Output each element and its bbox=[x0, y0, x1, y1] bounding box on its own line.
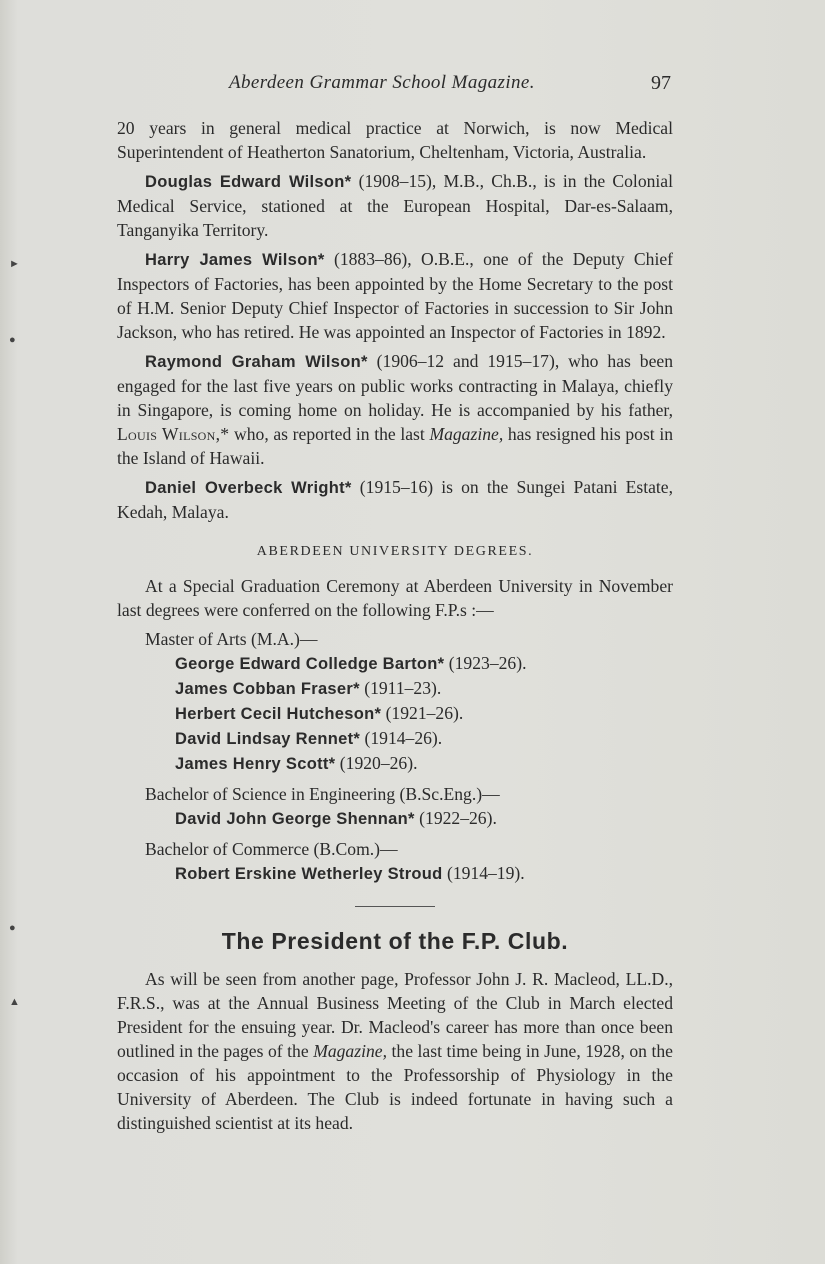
paragraph bbox=[117, 247, 673, 344]
running-head bbox=[117, 72, 673, 98]
graduate-name: Robert Erskine Wetherley Stroud bbox=[175, 865, 443, 883]
graduate bbox=[175, 701, 673, 726]
graduate-years: (1920–26). bbox=[335, 753, 418, 773]
degree-label: Bachelor of Science in Engineering (B.Sc.Eng.)— bbox=[145, 784, 500, 804]
magazine-title: Magazine, bbox=[429, 424, 504, 444]
graduate-name: Herbert Cecil Hutcheson* bbox=[175, 705, 382, 723]
margin-mark: ● bbox=[9, 922, 16, 934]
graduate bbox=[175, 676, 673, 701]
graduate-name: David John George Shennan* bbox=[175, 810, 415, 828]
person-name: Douglas Edward Wilson* bbox=[145, 173, 352, 191]
paragraph bbox=[117, 349, 673, 470]
degrees-intro: At a Special Graduation Ceremony at Aberdeen University in November last degrees were conferred on the following F.P.s :— bbox=[117, 576, 673, 620]
magazine-title: Magazine, bbox=[313, 1041, 387, 1061]
graduate-name: James Henry Scott* bbox=[175, 755, 336, 773]
margin-mark: ▲ bbox=[9, 996, 20, 1008]
margin-mark: ● bbox=[9, 334, 16, 346]
paragraph bbox=[117, 116, 673, 164]
graduate-name: David Lindsay Rennet* bbox=[175, 730, 361, 748]
degree-group bbox=[145, 837, 673, 886]
paragraph bbox=[117, 967, 673, 1135]
paragraph bbox=[117, 169, 673, 242]
paragraph-text: (1906–12 and 1915–17), who has been engaged for the last five years on public works contracting in Malaya, chiefly in Singapore, is coming home on holiday. He is accompanied by his father, bbox=[117, 351, 673, 420]
graduate bbox=[175, 726, 673, 751]
person-name: Raymond Graham Wilson* bbox=[145, 353, 368, 371]
paragraph-text: the last time being in June, 1928, on the occasion of his appointment to the Professorship of Physiology in the University of Aberdeen. The Club is indeed fortunate in having such a distinguished scientist at its head. bbox=[117, 1041, 673, 1133]
graduate-years: (1914–26). bbox=[360, 728, 443, 748]
article-body bbox=[117, 116, 673, 1140]
degree-label: Master of Arts (M.A.)— bbox=[145, 629, 318, 649]
paragraph-text: 20 years in general medical practice at Norwich, is now Medical Superintendent of Heatherton Sanatorium, Cheltenham, Victoria, Australia. bbox=[117, 118, 673, 162]
graduate-years: (1923–26). bbox=[444, 653, 527, 673]
paragraph-text: (1908–15), M.B., Ch.B., is in the Colonial Medical Service, stationed at the European Hospital, Dar-es-Salaam, Tanganyika Territory. bbox=[117, 171, 673, 240]
running-title: Aberdeen Grammar School Magazine. bbox=[229, 72, 535, 93]
person-name-smallcaps: Louis Wilson,* bbox=[117, 424, 230, 444]
graduate-years: (1914–19). bbox=[442, 863, 525, 883]
person-name: Daniel Overbeck Wright* bbox=[145, 479, 352, 497]
graduate-name: James Cobban Fraser* bbox=[175, 680, 360, 698]
graduate bbox=[175, 806, 673, 831]
person-name: Harry James Wilson* bbox=[145, 251, 325, 269]
degree-group bbox=[145, 627, 673, 776]
graduate bbox=[175, 651, 673, 676]
paragraph-text: has resigned his post in the Island of Hawaii. bbox=[117, 424, 674, 468]
paragraph-text: (1883–86), O.B.E., one of the Deputy Chief Inspectors of Factories, has been appointed by the Home Secretary to the post of H.M. Senior Deputy Chief Inspector of Factories in succession to Sir John Jackson, who has retired. He was appointed an Inspector of Factories in 1892. bbox=[117, 249, 673, 342]
section-heading: ABERDEEN UNIVERSITY DEGREES. bbox=[256, 544, 534, 559]
page-number: 97 bbox=[651, 72, 671, 94]
paragraph-text: As will be seen from another page, Professor John J. R. Macleod, LL.D., F.R.S., was at the Annual Business Meeting of the Club in March elected President for the ensuing year. Dr. Macleod's career has more than once been outlined in the pages of the bbox=[117, 969, 673, 1061]
paragraph bbox=[117, 475, 673, 524]
degree-group bbox=[145, 782, 673, 831]
graduate-years: (1921–26). bbox=[381, 703, 464, 723]
paragraph-text: (1915–16) is on the Sungei Patani Estate, Kedah, Malaya. bbox=[117, 477, 673, 522]
graduate bbox=[175, 751, 673, 776]
margin-mark: ► bbox=[9, 258, 20, 270]
club-heading: The President of the F.P. Club. bbox=[221, 928, 569, 954]
paragraph-text: who, as reported in the last bbox=[229, 424, 430, 444]
degree-label: Bachelor of Commerce (B.Com.)— bbox=[145, 839, 398, 859]
graduate-years: (1922–26). bbox=[414, 808, 497, 828]
graduate-years: (1911–23). bbox=[359, 678, 442, 698]
graduate-name: George Edward Colledge Barton* bbox=[175, 655, 445, 673]
graduate bbox=[175, 861, 673, 886]
section-divider bbox=[355, 906, 435, 907]
